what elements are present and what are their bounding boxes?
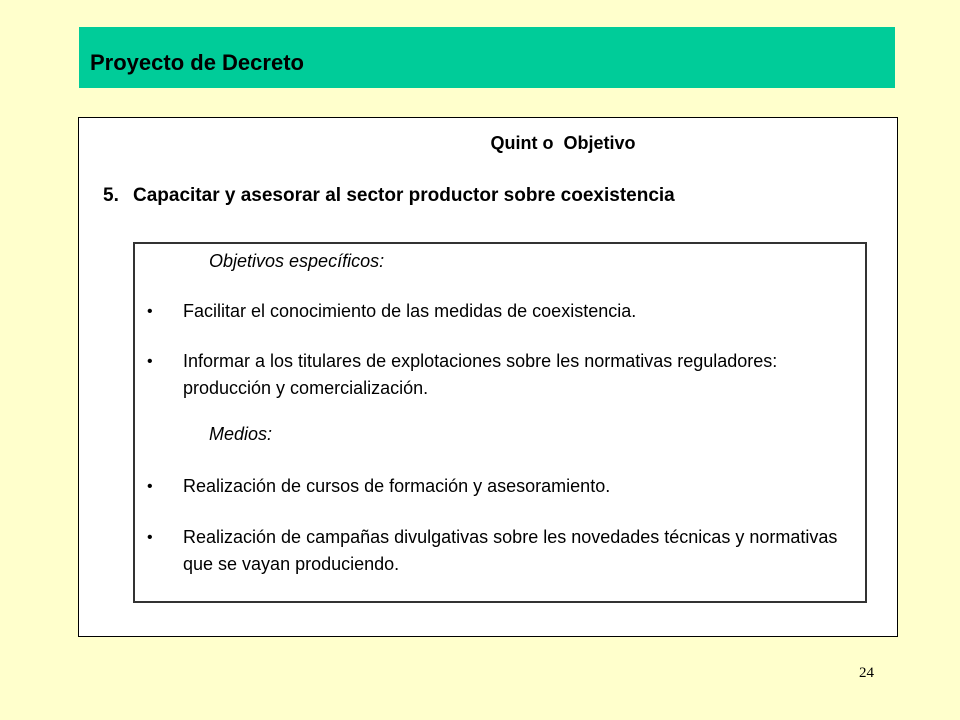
- list-item: [147, 348, 847, 402]
- goal-number: 5.: [103, 185, 119, 206]
- content-panel: [78, 117, 898, 637]
- objective-text: Informar a los titulares de explotaciones sobre les normativas reguladores: producción y comercialización.: [183, 351, 778, 398]
- means-text: Realización de cursos de formación y asesoramiento.: [183, 476, 611, 496]
- section-heading: Quint o Objetivo: [490, 133, 636, 153]
- goal-line: [103, 185, 675, 207]
- objective-text: Facilitar el conocimiento de las medidas de coexistencia.: [183, 301, 637, 321]
- bullet-icon: •: [147, 478, 153, 495]
- list-item: [147, 298, 847, 325]
- objectives-label: Objetivos específicos:: [209, 251, 385, 271]
- page-number: 24: [859, 665, 874, 681]
- list-item: [147, 524, 847, 578]
- goal-text: Capacitar y asesorar al sector productor sobre coexistencia: [133, 185, 675, 206]
- title-bar: [79, 27, 895, 88]
- bullet-icon: •: [147, 529, 153, 546]
- means-label: Medios:: [209, 424, 273, 444]
- means-text: Realización de campañas divulgativas sobre les novedades técnicas y normativas que se vayan produciendo.: [183, 527, 838, 574]
- list-item: [147, 473, 847, 500]
- bullet-icon: •: [147, 303, 153, 320]
- slide-title: Proyecto de Decreto: [90, 50, 304, 75]
- objectives-box: [133, 242, 867, 603]
- bullet-icon: •: [147, 353, 153, 370]
